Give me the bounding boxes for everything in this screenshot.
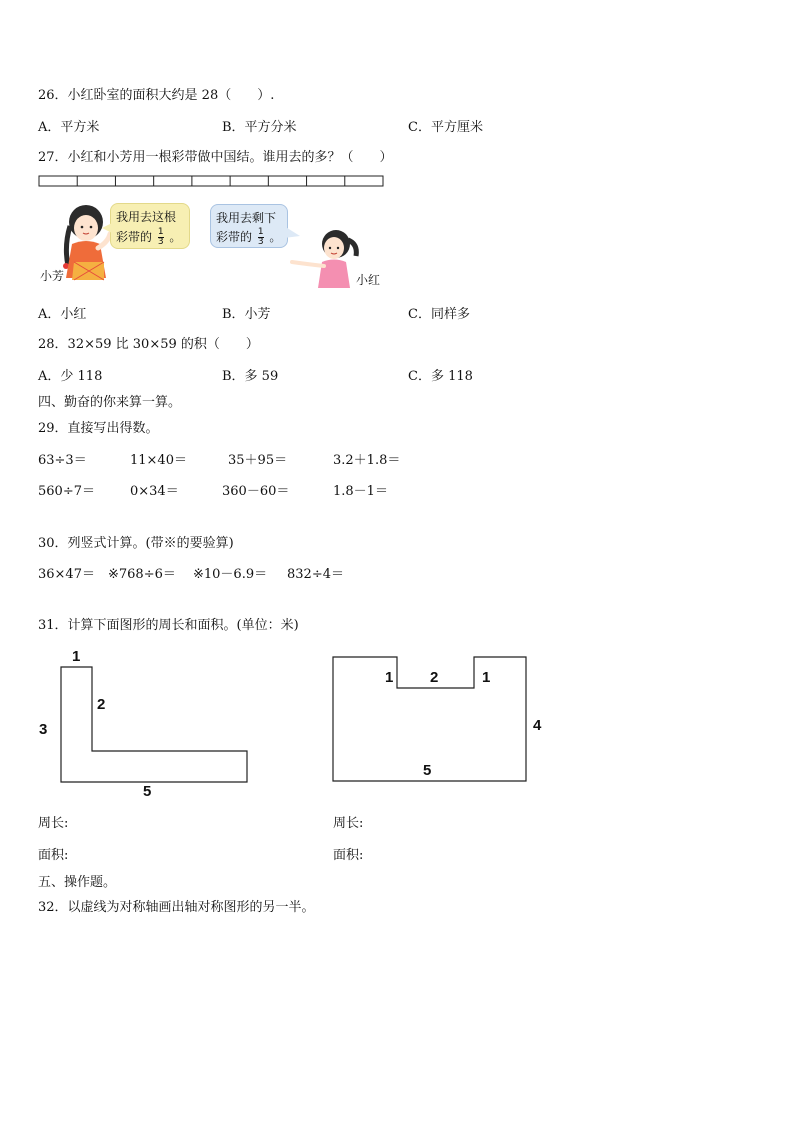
xiaofang-fraction-den: 3 xyxy=(157,237,164,247)
xiaohong-fraction-num: 1 xyxy=(257,227,264,237)
xiaohong-bubble-line1: 我用去剩下 xyxy=(216,211,277,225)
fig1-label-top: 1 xyxy=(72,648,81,665)
notched-rect-figure xyxy=(322,648,554,788)
fig1-label-left: 3 xyxy=(39,721,48,738)
girl-xiaohong-illustration xyxy=(284,226,394,292)
q29-r2-c1: 560÷7＝ xyxy=(38,484,95,499)
girl-xiaofang-name: 小芳 xyxy=(40,269,65,283)
xiaofang-bubble-line2-wrap xyxy=(116,228,181,247)
q29-stem: 29．直接写出得数。 xyxy=(38,421,159,436)
xiaofang-fraction-num: 1 xyxy=(157,227,164,237)
q29-r1-c1: 63÷3＝ xyxy=(38,453,87,468)
xiaofang-bubble-line2: 彩带的 xyxy=(116,230,153,244)
l-shape-figure xyxy=(30,640,270,802)
fig1-label-inner: 2 xyxy=(97,696,106,713)
xiaohong-bubble-line2: 彩带的 xyxy=(216,230,253,244)
fig2-label-notch-width: 2 xyxy=(430,669,439,686)
q29-r2-c2: 0×34＝ xyxy=(130,484,179,499)
girl-xiaohong-name: 小红 xyxy=(356,273,381,287)
fig1-label-bottom: 5 xyxy=(143,783,152,800)
section-4-heading: 四、勤奋的你来算一算。 xyxy=(38,395,182,410)
q28-option-c: C．多 118 xyxy=(408,369,473,384)
xiaofang-fraction xyxy=(158,228,164,247)
fig1-perimeter-label: 周长: xyxy=(38,816,69,831)
q29-r2-c4: 1.8－1＝ xyxy=(333,484,388,499)
q30-item-3: ※10－6.9＝ xyxy=(193,567,268,582)
q26-stem: 26．小红卧室的面积大约是 28（ ）. xyxy=(38,88,275,103)
xiaohong-fraction-den: 3 xyxy=(257,237,264,247)
q30-item-1: 36×47＝ xyxy=(38,567,95,582)
q30-item-2: ※768÷6＝ xyxy=(108,567,176,582)
xiaofang-bubble-tail xyxy=(102,222,114,234)
fig2-perimeter-label: 周长: xyxy=(333,816,364,831)
q28-option-b: B．多 59 xyxy=(222,369,279,384)
q28-stem: 28．32×59 比 30×59 的积（ ） xyxy=(38,337,259,352)
section-5-heading: 五、操作题。 xyxy=(38,875,117,890)
xiaofang-bubble-end: 。 xyxy=(169,230,182,244)
fig1-area-label: 面积: xyxy=(38,848,69,863)
q30-item-4: 832÷4＝ xyxy=(287,567,344,582)
xiaohong-fraction xyxy=(258,228,264,247)
q29-r1-c4: 3.2＋1.8＝ xyxy=(333,453,401,468)
q29-r1-c3: 35＋95＝ xyxy=(228,453,288,468)
fig2-label-notch-right: 1 xyxy=(482,669,491,686)
q31-stem: 31．计算下面图形的周长和面积。(单位：米) xyxy=(38,618,299,633)
q28-option-a: A．少 118 xyxy=(38,369,103,384)
q27-option-a: A．小红 xyxy=(38,307,87,322)
q27-option-b: B．小芳 xyxy=(222,307,271,322)
fig2-label-notch-left: 1 xyxy=(385,669,394,686)
q26-option-c: C．平方厘米 xyxy=(408,120,483,135)
ribbon-diagram xyxy=(38,174,386,188)
q30-stem: 30．列竖式计算。(带※的要验算) xyxy=(38,536,234,551)
xiaohong-bubble-line2-wrap xyxy=(216,228,281,247)
fig2-area-label: 面积: xyxy=(333,848,364,863)
q29-r2-c3: 360－60＝ xyxy=(222,484,290,499)
q26-option-b: B．平方分米 xyxy=(222,120,297,135)
q27-stem: 27．小红和小芳用一根彩带做中国结。谁用去的多？（ ） xyxy=(38,150,393,165)
xiaofang-bubble-line1: 我用去这根 xyxy=(116,210,177,224)
q29-r1-c2: 11×40＝ xyxy=(130,453,187,468)
q32-stem: 32．以虚线为对称轴画出轴对称图形的另一半。 xyxy=(38,900,315,915)
fig2-label-bottom: 5 xyxy=(423,762,432,779)
q27-option-c: C．同样多 xyxy=(408,307,470,322)
fig2-label-right: 4 xyxy=(533,717,542,734)
xiaohong-bubble-end: 。 xyxy=(269,230,282,244)
q26-option-a: A．平方米 xyxy=(38,120,100,135)
